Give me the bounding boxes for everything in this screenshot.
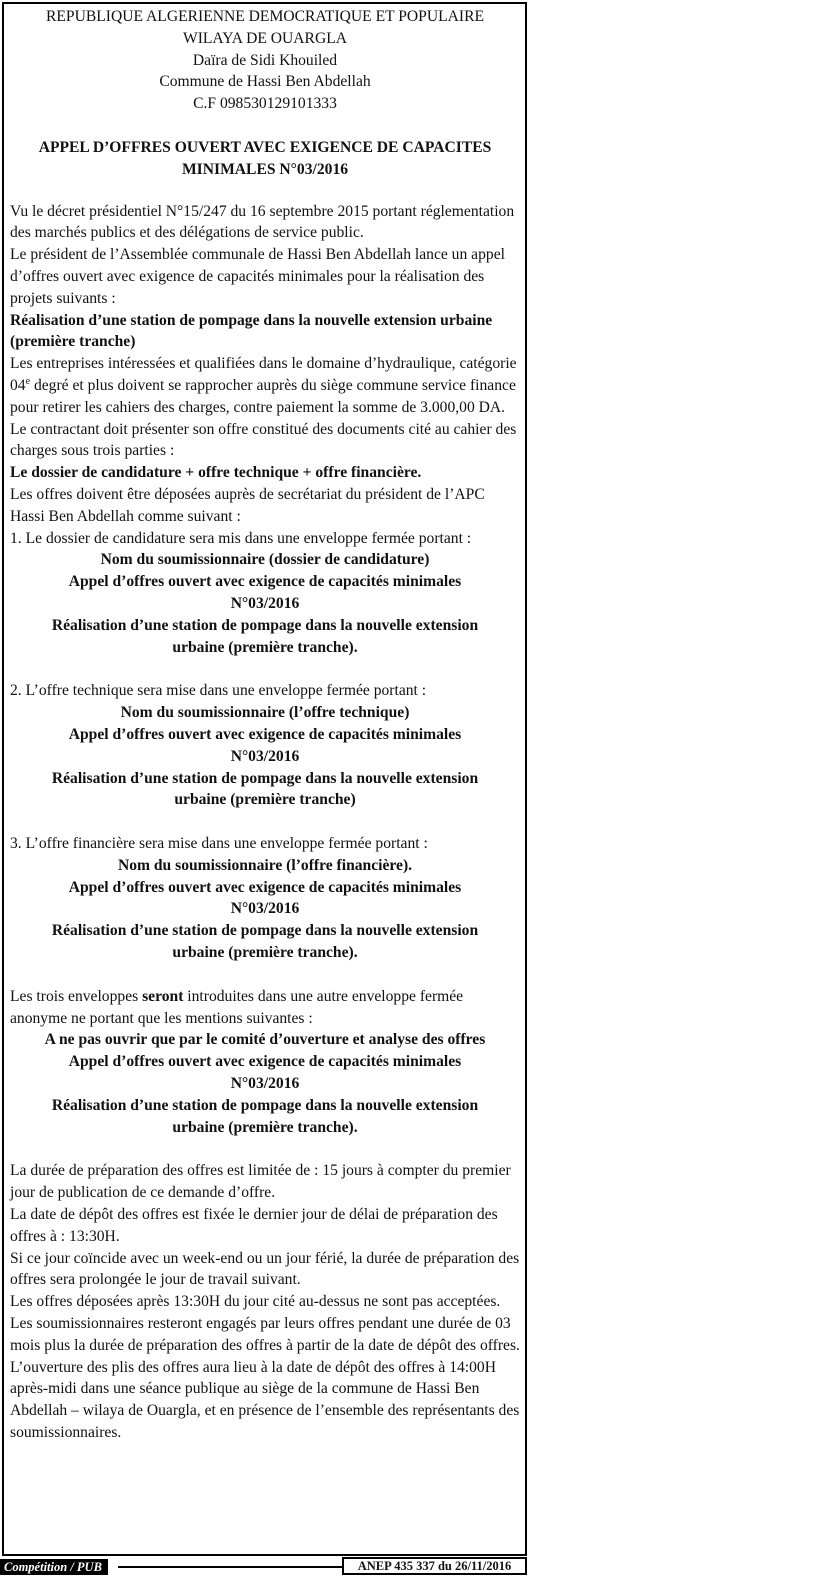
envelope-3-line-1: Nom du soumissionnaire (l’offre financière). <box>117 856 413 874</box>
degree-superscript: e <box>25 375 31 387</box>
spacer <box>10 964 520 986</box>
footer-anep-reference: ANEP 435 337 du 26/11/2016 <box>342 1557 527 1575</box>
eligibility-text-b: degré et plus doivent se rapprocher auprès du siège commune service finance pour retirer les cahiers des charges, contre paiement la somme de 3.000,00 DA. <box>10 376 516 416</box>
contractor-paragraph: Le contractant doit présenter son offre constitué des documents cité au cahier des charges sous trois parties : <box>10 420 517 460</box>
header-country: REPUBLIQUE ALGERIENNE DEMOCRATIQUE ET POPULAIRE <box>45 8 485 25</box>
outer-envelope-intro <box>10 986 520 1030</box>
header-fiscal-code: C.F 098530129101333 <box>193 95 337 113</box>
envelope-1-line-4: Réalisation d’une station de pompage dans la nouvelle extension <box>51 616 479 634</box>
outer-intro-a: Les trois enveloppes <box>10 987 143 1005</box>
preparation-duration: La durée de préparation des offres est limitée de : 15 jours à compter du premier jour de publication de ce demande d’offre. <box>10 1162 511 1202</box>
envelope-2-line-5: urbaine (première tranche) <box>174 791 356 809</box>
eligibility-text-a: Les entreprises intéressées et qualifiées dans le domaine d’hydraulique, catégorie 04 <box>10 355 517 394</box>
decree-paragraph: Vu le décret présidentiel N°15/247 du 16 septembre 2015 portant réglementation des marchés publics et des délégations de service public. <box>10 202 515 242</box>
holiday-rule: Si ce jour coïncide avec un week-end ou un jour férié, la durée de préparation des offres sera prolongée le jour de travail suivant. <box>10 1249 520 1289</box>
envelope-3-intro: 3. L’offre financière sera mise dans une enveloppe fermée portant : <box>10 835 428 853</box>
submission-paragraph: Les offres doivent être déposées auprès de secrétariat du président de l’APC Hassi Ben Abdellah comme suivant : <box>10 485 485 525</box>
envelope-1-line-1: Nom du soumissionnaire (dossier de candidature) <box>100 551 430 569</box>
project-title: Réalisation d’une station de pompage dans la nouvelle extension urbaine (première tranche) <box>10 311 493 351</box>
notice-content <box>10 6 520 1444</box>
envelope-3 <box>10 833 520 964</box>
outer-line-5: urbaine (première tranche). <box>172 1118 358 1136</box>
outer-envelope <box>10 986 520 1139</box>
envelope-3-line-4: Réalisation d’une station de pompage dans la nouvelle extension <box>51 922 479 940</box>
spacer <box>10 658 520 680</box>
opening-session: L’ouverture des plis des offres aura lieu à la date de dépôt des offres à 14:00H après-midi dans une séance publique au siège de la commune de Hassi Ben Abdellah – wilaya de Ouargla, et en présence de l’ensemble des représentants des soumissionnaires. <box>10 1358 520 1442</box>
envelope-2-line-1: Nom du soumissionnaire (l’offre technique) <box>120 704 410 722</box>
closing-section <box>10 1160 520 1443</box>
envelope-1-line-2: Appel d’offres ouvert avec exigence de capacités minimales <box>68 573 462 591</box>
outer-line-1: A ne pas ouvrir que par le comité d’ouverture et analyse des offres <box>44 1031 486 1049</box>
spacer <box>10 811 520 833</box>
outer-line-4: Réalisation d’une station de pompage dans la nouvelle extension <box>51 1096 479 1114</box>
late-offers: Les offres déposées après 13:30H du jour cité au-dessus ne sont pas acceptées. <box>10 1293 501 1311</box>
spacer <box>10 1138 520 1160</box>
footer-category-label: Compétition / PUB <box>0 1559 108 1575</box>
outer-intro-bold: seront <box>142 987 184 1005</box>
eligibility-paragraph <box>10 353 520 418</box>
launch-paragraph: Le président de l’Assemblée communale de Hassi Ben Abdellah lance un appel d’offres ouvert avec exigence de capacités minimales pour la réalisation des projets suivants : <box>10 246 505 307</box>
notice-title: APPEL D’OFFRES OUVERT AVEC EXIGENCE DE CAPACITES MINIMALES N°03/2016 <box>38 138 492 178</box>
outer-line-3: N°03/2016 <box>230 1075 300 1093</box>
envelope-2-intro: 2. L’offre technique sera mise dans une enveloppe fermée portant : <box>10 682 427 700</box>
envelope-2-line-4: Réalisation d’une station de pompage dans la nouvelle extension <box>51 769 479 787</box>
envelope-3-line-5: urbaine (première tranche). <box>172 944 358 962</box>
footer-rule <box>118 1566 344 1568</box>
header-daira: Daïra de Sidi Khouiled <box>192 51 338 69</box>
outer-line-2: Appel d’offres ouvert avec exigence de capacités minimales <box>68 1053 462 1071</box>
envelope-2-line-2: Appel d’offres ouvert avec exigence de capacités minimales <box>68 725 462 743</box>
header-commune: Commune de Hassi Ben Abdellah <box>159 73 371 91</box>
envelope-1 <box>10 528 520 659</box>
envelope-1-line-5: urbaine (première tranche). <box>172 638 358 656</box>
validity-period: Les soumissionnaires resteront engagés par leurs offres pendant une durée de 03 mois plus la durée de préparation des offres à partir de la date de dépôt des offres. <box>10 1315 520 1354</box>
envelope-3-line-3: N°03/2016 <box>230 900 300 918</box>
deposit-date: La date de dépôt des offres est fixée le dernier jour de délai de préparation des offres à : 13:30H. <box>10 1206 498 1245</box>
envelope-2 <box>10 680 520 811</box>
envelope-1-line-3: N°03/2016 <box>230 594 300 612</box>
envelope-2-line-3: N°03/2016 <box>230 747 300 765</box>
outer-intro-b: introduites dans une autre enveloppe fermée anonyme ne portant que les mentions suivantes : <box>10 987 464 1027</box>
dossier-parts: Le dossier de candidature + offre technique + offre financière. <box>10 464 422 482</box>
envelope-3-line-2: Appel d’offres ouvert avec exigence de capacités minimales <box>68 878 462 896</box>
envelope-1-intro: 1. Le dossier de candidature sera mis dans une enveloppe fermée portant : <box>10 529 472 547</box>
header <box>10 6 520 115</box>
header-wilaya: WILAYA DE OUARGLA <box>182 29 347 47</box>
